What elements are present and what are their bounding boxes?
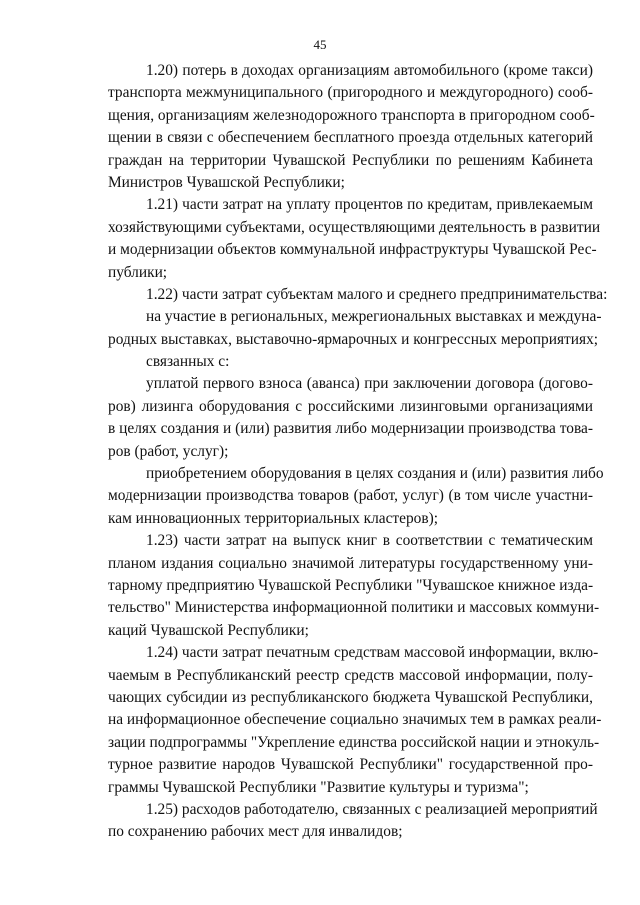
text-line: щении в связи с обеспечением бесплатного проезда отдельных категорий xyxy=(108,129,593,147)
text-line: в целях создания и (или) развития либо модернизации производства това- xyxy=(108,420,593,438)
text-line: связанных с: xyxy=(146,353,230,371)
text-line: щения, организациям железнодорожного транспорта в пригородном сооб- xyxy=(108,106,595,124)
text-line: уплатой первого взноса (аванса) при заключении договора (догово- xyxy=(146,375,593,393)
text-line: 1.25) расходов работодателю, связанных с реализацией мероприятий xyxy=(146,800,598,818)
document-body xyxy=(108,60,608,844)
text-line: на участие в региональных, межрегиональных выставках и междуна- xyxy=(146,308,602,326)
text-line: зации подпрограммы "Укрепление единства российской нации и этнокуль- xyxy=(108,733,600,751)
text-line: и модернизации объектов коммунальной инфраструктуры Чувашской Рес- xyxy=(108,241,597,259)
text-line: граждан на территории Чувашской Республики по решениям Кабинета xyxy=(108,151,593,169)
text-line: 1.23) части затрат на выпуск книг в соответствии с тематическим xyxy=(146,532,593,550)
text-line: транспорта межмуниципального (пригородного и междугородного) сооб- xyxy=(108,84,593,102)
page-number: 45 xyxy=(313,37,327,52)
text-line: чаемым в Республиканский реестр средств массовой информации, полу- xyxy=(108,666,593,684)
text-line: Министров Чувашской Республики; xyxy=(108,173,345,191)
text-line: родных выставках, выставочно-ярмарочных и конгрессных мероприятиях; xyxy=(108,330,599,348)
text-line: тарному предприятию Чувашской Республики "Чувашское книжное изда- xyxy=(108,576,594,594)
text-line: ров (работ, услуг); xyxy=(108,442,229,460)
text-line: каций Чувашской Республики; xyxy=(108,621,309,639)
text-line: 1.22) части затрат субъектам малого и среднего предпринимательства: xyxy=(146,285,608,303)
text-line: 1.20) потерь в доходах организациям автомобильного (кроме такси) xyxy=(146,62,593,79)
text-line: 1.21) части затрат на уплату процентов по кредитам, привлекаемым xyxy=(146,196,593,214)
text-line: модернизации производства товаров (работ, услуг) (в том числе участни- xyxy=(108,487,593,505)
text-line: 1.24) части затрат печатным средствам массовой информации, вклю- xyxy=(146,644,599,662)
text-line: чающих субсидии из республиканского бюджета Чувашской Республики, xyxy=(108,688,593,706)
text-line: турное развитие народов Чувашской Республики" государственной про- xyxy=(108,756,593,774)
text-line: хозяйствующими субъектами, осуществляющими деятельность в развитии xyxy=(108,218,601,236)
text-line: тельство" Министерства информационной политики и массовых коммуни- xyxy=(108,599,600,617)
text-line: граммы Чувашской Республики "Развитие культуры и туризма"; xyxy=(108,778,529,796)
text-line: по сохранению рабочих мест для инвалидов; xyxy=(108,823,403,841)
text-line: на информационное обеспечение социально значимых тем в рамках реали- xyxy=(108,711,602,729)
text-line: ров) лизинга оборудования с российскими лизинговыми организациями xyxy=(108,397,593,415)
text-line: планом издания социально значимой литературы государственному уни- xyxy=(108,554,593,572)
text-line: приобретением оборудования в целях создания и (или) развития либо xyxy=(146,465,604,483)
text-line: кам инновационных территориальных кластеров); xyxy=(108,509,439,527)
text-line: публики; xyxy=(108,263,168,281)
